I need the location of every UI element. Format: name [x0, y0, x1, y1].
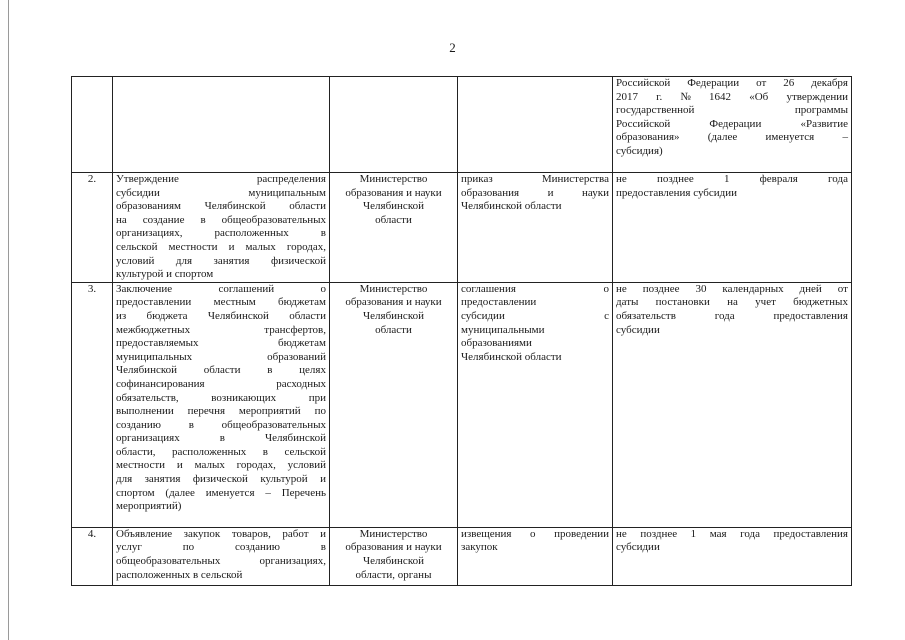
cell-text-line: межбюджетных трансфертов,: [116, 323, 326, 336]
cell-text-line: извещения о проведении: [461, 527, 609, 540]
cell-text-line: приказ Министерства: [461, 173, 609, 185]
row-number-cell: 2.: [72, 173, 113, 283]
cell-text-line: Министерство: [359, 173, 428, 185]
term-cell: [613, 77, 852, 173]
table-row: [72, 282, 852, 527]
cell-text-line: Утверждение распределения: [116, 173, 326, 185]
activity-name-cell: [113, 77, 330, 173]
cell-text-line: обязательств года предоставления: [616, 309, 848, 322]
cell-text-line: Российской Федерации «Развитие: [616, 117, 848, 130]
cell-text-line: образования и науки: [461, 186, 609, 199]
page-number: 2: [449, 40, 456, 55]
cell-text-line: области: [375, 213, 412, 226]
cell-text-line: Министерство: [359, 527, 428, 540]
table-row: [72, 527, 852, 585]
cell-text-line: на создание в общеобразовательных: [116, 213, 326, 226]
cell-text-line: организациях, расположенных в: [116, 227, 326, 240]
cell-text-line: образования и науки: [345, 541, 442, 554]
document-cell: [458, 527, 613, 585]
cell-text-line: организациях в Челябинской: [116, 432, 326, 445]
cell-text-line: области: [375, 323, 412, 336]
cell-text-line: субсидии с: [461, 309, 609, 322]
row-number-cell: 3.: [72, 282, 113, 527]
cell-text-line: не позднее 1 февраля года: [616, 173, 848, 185]
cell-text-line: образованиями: [461, 337, 532, 350]
cell-text-line: из бюджета Челябинской области: [116, 309, 326, 322]
cell-text-line: не позднее 1 мая года предоставления: [616, 527, 848, 540]
cell-text-line: культурой и спортом: [116, 268, 214, 281]
cell-text-line: закупок: [461, 541, 498, 554]
cell-text-line: предоставления субсидии: [616, 186, 738, 199]
cell-text-line: субсидии муниципальным: [116, 186, 326, 199]
cell-text-line: спортом (далее именуется – Перечень: [116, 486, 326, 499]
document-cell: [458, 173, 613, 283]
cell-text-line: обязательств, возникающих при: [116, 391, 326, 404]
cell-text-line: мероприятий): [116, 500, 182, 513]
activities-table: [71, 76, 852, 586]
cell-text-line: Челябинской области: [461, 350, 562, 363]
cell-text-line: Челябинской области: [461, 200, 562, 213]
executor-cell: [330, 77, 458, 173]
activity-name-cell: [113, 527, 330, 585]
cell-text-line: для занятия физической культурой и: [116, 473, 326, 486]
cell-text-line: муниципальных образований: [116, 350, 326, 363]
cell-text-line: условий для занятия физической: [116, 254, 326, 267]
executor-cell: [330, 173, 458, 283]
cell-text-line: предоставлении: [461, 296, 537, 309]
table-row: [72, 77, 852, 173]
cell-text-line: субсидии: [616, 541, 660, 554]
cell-text-line: Объявление закупок товаров, работ и: [116, 527, 326, 540]
cell-text-line: 2017 г. № 1642 «Об утверждении: [616, 90, 848, 103]
page-left-edge: [8, 0, 9, 640]
cell-text-line: области, расположенных в сельской: [116, 445, 326, 458]
row-number-cell: [72, 77, 113, 173]
cell-text-line: расположенных в сельской: [116, 568, 243, 581]
cell-text-line: предоставляемых бюджетам: [116, 337, 326, 350]
cell-text-line: образованиям Челябинской области: [116, 200, 326, 213]
cell-text-line: государственной программы: [616, 104, 848, 117]
cell-text-line: Челябинской: [362, 200, 424, 213]
cell-text-line: образования и науки: [345, 186, 442, 199]
cell-text-line: общеобразовательных организациях,: [116, 554, 326, 567]
cell-text-line: соглашения о: [461, 282, 609, 295]
cell-text-line: Челябинской области в целях: [116, 364, 326, 377]
cell-text-line: субсидия): [616, 144, 663, 157]
cell-text-line: образования» (далее именуется –: [616, 131, 848, 144]
term-cell: [613, 282, 852, 527]
cell-text-line: Заключение соглашений о: [116, 282, 326, 295]
activity-name-cell: [113, 173, 330, 283]
cell-text-line: услуг по созданию в: [116, 541, 326, 554]
cell-text-line: созданию в общеобразовательных: [116, 418, 326, 431]
cell-text-line: предоставлении местным бюджетам: [116, 296, 326, 309]
page-crop-area: [71, 595, 852, 640]
cell-text-line: Министерство: [359, 282, 428, 295]
row-number-cell: 4.: [72, 527, 113, 585]
cell-text-line: не позднее 30 календарных дней от: [616, 282, 848, 295]
activity-name-cell: [113, 282, 330, 527]
cell-text-line: местности и малых городах, условий: [116, 459, 326, 472]
cell-text-line: софинансирования расходных: [116, 377, 326, 390]
cell-text-line: выполнении перечня мероприятий по: [116, 405, 326, 418]
cell-text-line: образования и науки: [345, 296, 442, 309]
cell-text-line: Челябинской: [362, 309, 424, 322]
document-cell: [458, 77, 613, 173]
table-row: [72, 173, 852, 283]
cell-text-line: субсидии: [616, 323, 660, 336]
cell-text-line: Челябинской: [362, 554, 424, 567]
executor-cell: [330, 527, 458, 585]
executor-cell: [330, 282, 458, 527]
term-cell: [613, 527, 852, 585]
cell-text-line: области, органы: [355, 568, 432, 581]
cell-text-line: сельской местности и малых городах,: [116, 240, 326, 253]
cell-text-line: муниципальными: [461, 323, 545, 336]
cell-text-line: даты постановки на учет бюджетных: [616, 296, 848, 309]
cell-text-line: Российской Федерации от 26 декабря: [616, 77, 848, 89]
document-cell: [458, 282, 613, 527]
term-cell: [613, 173, 852, 283]
